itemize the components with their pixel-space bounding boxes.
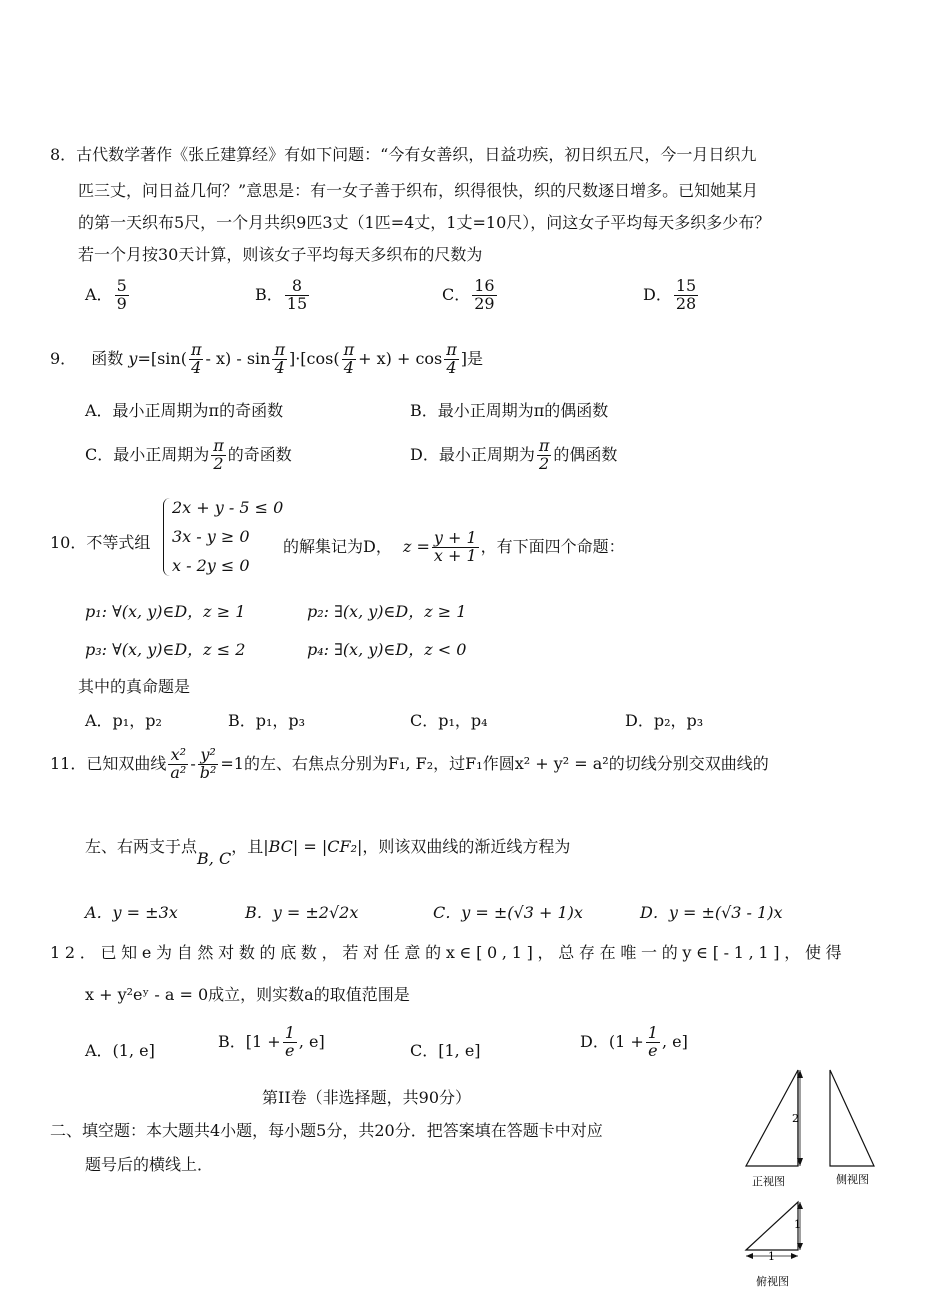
- q10-tail: ，有下面四个命题：: [480, 536, 625, 556]
- q11-stem: [50, 747, 769, 782]
- q10-mid: 的解集记为D，: [283, 536, 392, 556]
- fraction-y2-b2: $\frac{\text{y²}}{\text{b²}}$: [199, 745, 217, 782]
- option-text: 的奇函数: [227, 444, 292, 464]
- proposition-p1: p₁: ∀(x, y)∈D，z ≥ 1: [85, 602, 246, 621]
- fraction-1-e: $\frac{1}{e}$: [647, 1023, 658, 1060]
- option-label: A．: [85, 284, 113, 304]
- q9-func-part: - x) - sin: [205, 348, 271, 368]
- q11-option-c[interactable]: C．y = ±(√3 + 1)x: [433, 903, 583, 922]
- fraction-pi-2: $\frac{\pi}{2}$: [213, 436, 224, 473]
- option-text: , e]: [661, 1031, 688, 1051]
- q8-line4: 若一个月按30天计算，则该女子平均每天多织布的尺数为: [78, 245, 483, 264]
- fraction-pi-4: $\frac{\pi}{4}$: [190, 340, 202, 377]
- front-view-label: 正视图: [752, 1175, 785, 1188]
- q11-option-d[interactable]: D．y = ±(√3 - 1)x: [640, 903, 783, 922]
- q12-line2: x + y²eʸ - a = 0成立，则实数a的取值范围是: [85, 985, 410, 1004]
- option-text: B．[1 +: [218, 1031, 281, 1051]
- top-view-triangle: [746, 1202, 798, 1250]
- inequality-3: x - 2y ≤ 0: [172, 556, 250, 575]
- option-label: C．: [442, 284, 471, 304]
- fraction: $\frac{16}{29}$: [474, 276, 495, 313]
- q10-question: 其中的真命题是: [78, 677, 191, 696]
- fraction-pi-4: $\frac{\pi}{4}$: [343, 340, 355, 377]
- z-symbol: z =: [402, 536, 430, 556]
- inequality-2: 3x - y ≥ 0: [172, 527, 250, 546]
- option-text: 的偶函数: [553, 444, 618, 464]
- top-width-label: 1: [768, 1250, 775, 1263]
- q8-option-b[interactable]: [255, 278, 311, 313]
- inequality-1: 2x + y - 5 ≤ 0: [172, 498, 284, 517]
- fraction-pi-4: $\frac{\pi}{4}$: [274, 340, 285, 377]
- question-number: 11．已知双曲线: [50, 753, 167, 773]
- q11-text: ，且: [231, 837, 264, 856]
- q9-lead: 函数: [91, 348, 124, 368]
- fraction-x2-a2: $\frac{\text{x²}}{\text{a²}}$: [170, 745, 187, 782]
- q12-option-c[interactable]: C．[1, e]: [410, 1041, 481, 1060]
- q8-option-c[interactable]: [442, 278, 499, 313]
- q9-tail: 是: [467, 348, 484, 368]
- side-view-label: 侧视图: [836, 1173, 869, 1186]
- part2-title: 第II卷（非选择题，共90分）: [262, 1088, 472, 1107]
- q9-func-part: ]·[cos(: [288, 348, 340, 368]
- side-view-triangle: [830, 1070, 874, 1166]
- top-view-label: 俯视图: [756, 1275, 789, 1288]
- q12-option-d[interactable]: [580, 1025, 688, 1060]
- q9-option-c[interactable]: [85, 438, 292, 473]
- q12-option-b[interactable]: [218, 1025, 325, 1060]
- fraction: $\frac{8}{15}$: [286, 276, 308, 313]
- q11-condition: |BC| = |CF₂|: [263, 837, 363, 856]
- fraction-pi-2: $\frac{\pi}{2}$: [538, 436, 550, 473]
- fraction-z: $\frac{y + 1}{x + 1}$: [433, 528, 477, 565]
- q11-text: ，则该双曲线的渐近线方程为: [362, 837, 571, 856]
- option-label: D．: [643, 284, 672, 304]
- q8-option-d[interactable]: [643, 278, 700, 313]
- q9-option-a[interactable]: A．最小正周期为π的奇函数: [85, 401, 284, 420]
- front-height-label: 2: [792, 1112, 799, 1125]
- q8-line3: 的第一天织布5尺，一个月共织9匹3丈（1匹=4丈，1丈=10尺），问这女子平均每天多织多少布？: [78, 213, 771, 232]
- minus-sign: -: [190, 753, 196, 773]
- points-bc: B, C: [197, 849, 232, 868]
- three-view-figure: [738, 1062, 938, 1294]
- q9-option-d[interactable]: [410, 438, 617, 473]
- q9-stem: [50, 342, 483, 377]
- option-label: B．: [255, 284, 283, 304]
- q11-text: 左、右两支于点: [85, 837, 198, 856]
- q10-number: 10．不等式组: [50, 533, 151, 552]
- option-text: C．最小正周期为: [85, 444, 210, 464]
- q9-func-y: y: [128, 348, 138, 368]
- q11-mid: =1的左、右焦点分别为F₁, F₂，过F₁作圆x² + y² = a²的切线分别交双曲线的: [220, 753, 769, 773]
- option-text: D．最小正周期为: [410, 444, 535, 464]
- q9-option-b[interactable]: B．最小正周期为π的偶函数: [410, 401, 609, 420]
- q10-option-c[interactable]: C．p₁，p₄: [410, 711, 488, 730]
- section-heading-line2: 题号后的横线上．: [85, 1155, 214, 1174]
- option-text: , e]: [298, 1031, 325, 1051]
- question-number: 9．: [50, 348, 77, 368]
- fraction-pi-4: $\frac{\pi}{4}$: [446, 340, 457, 377]
- front-view-triangle: [746, 1070, 798, 1166]
- q10-option-b[interactable]: B．p₁，p₃: [228, 711, 306, 730]
- proposition-p3: p₃: ∀(x, y)∈D，z ≤ 2: [85, 640, 246, 659]
- q11-option-b[interactable]: B．y = ±2√2x: [245, 903, 359, 922]
- fraction-1-e: $\frac{1}{e}$: [284, 1023, 295, 1060]
- system-brace: [163, 498, 170, 576]
- fraction: $\frac{15}{28}$: [675, 276, 697, 313]
- fraction: $\frac{5}{9}$: [116, 276, 127, 313]
- q9-func-part: + x) + cos: [358, 348, 443, 368]
- q8-option-a[interactable]: [85, 278, 131, 313]
- q12-option-a[interactable]: A．(1, e]: [85, 1041, 155, 1060]
- q10-option-a[interactable]: A．p₁，p₂: [85, 711, 162, 730]
- q9-func-part: =[sin(: [137, 348, 187, 368]
- q11-option-a[interactable]: A．y = ±3x: [85, 903, 178, 922]
- q10-option-d[interactable]: D．p₂，p₃: [625, 711, 704, 730]
- option-text: D．(1 +: [580, 1031, 644, 1051]
- top-height-label: 1: [794, 1218, 801, 1231]
- q12-line1: 12．已知e为自然对数的底数，若对任意的x∈[0,1]，总存在唯一的y∈[-1,1]，使得: [50, 943, 847, 962]
- section-heading-line1: 二、填空题：本大题共4小题，每小题5分，共20分．把答案填在答题卡中对应: [50, 1121, 603, 1140]
- proposition-p4: p₄: ∃(x, y)∈D，z < 0: [307, 640, 467, 659]
- q11-line2: [85, 834, 571, 868]
- q8-line1: 8．古代数学著作《张丘建算经》有如下问题：“今有女善织，日益功疾，初日织五尺，今一月日织九: [50, 145, 757, 164]
- q9-func-part: ]: [460, 348, 468, 368]
- proposition-p2: p₂: ∃(x, y)∈D，z ≥ 1: [307, 602, 467, 621]
- q8-line2: 匹三丈，问日益几何？”意思是：有一女子善于织布，织得很快，织的尺数逐日增多。已知她某月: [78, 181, 759, 200]
- q10-stem: [283, 530, 625, 565]
